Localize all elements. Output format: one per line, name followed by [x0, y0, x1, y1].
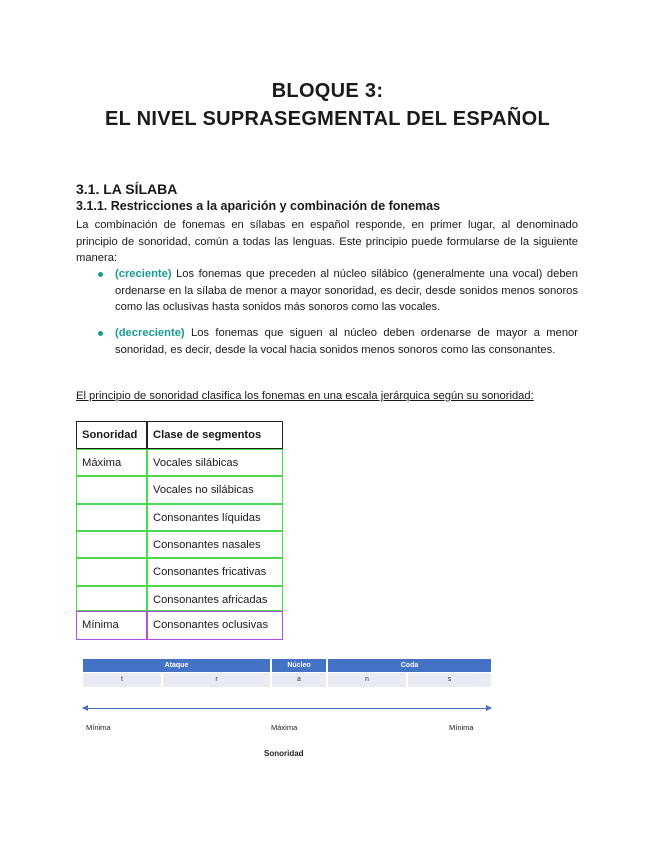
- table-cell: [76, 531, 147, 558]
- bullet-text: Los fonemas que siguen al núcleo deben ordenarse de mayor a menor sonoridad, es decir, desde la vocal hacia sonidos menos sonoros como las consonantes.: [115, 327, 578, 356]
- phoneme-cell: r: [163, 673, 270, 687]
- bullet-creciente: [115, 266, 578, 316]
- phoneme-cell: n: [328, 673, 406, 687]
- bullet-dot-icon: [98, 272, 103, 277]
- table-cell: [76, 476, 147, 504]
- table-cell: [76, 504, 147, 531]
- table-cell: Consonantes africadas: [147, 586, 283, 611]
- section-heading: 3.1. LA SÍLABA: [76, 181, 178, 197]
- page-title-line2: EL NIVEL SUPRASEGMENTAL DEL ESPAÑOL: [104, 108, 550, 130]
- table-cell: Consonantes líquidas: [147, 504, 283, 531]
- bullet-dot-icon: [98, 331, 103, 336]
- group-coda: Coda: [328, 659, 491, 672]
- bullet-keyword: (decreciente): [115, 327, 185, 339]
- table-cell: Consonantes nasales: [147, 531, 283, 558]
- sonority-intro: El principio de sonoridad clasifica los fonemas en una escala jerárquica según su sonoridad:: [76, 390, 534, 402]
- table-cell: [76, 558, 147, 586]
- axis-title: Sonoridad: [264, 749, 304, 758]
- group-ataque: Ataque: [83, 659, 270, 672]
- phoneme-cell: s: [408, 673, 491, 687]
- phoneme-cell: t: [83, 673, 161, 687]
- table-cell: Consonantes oclusivas: [147, 611, 283, 640]
- table-cell: Mínima: [76, 611, 147, 640]
- table-cell: Vocales no silábicas: [147, 476, 283, 504]
- arrow-left-icon: [82, 705, 88, 711]
- bullet-keyword: (creciente): [115, 268, 172, 280]
- table-header-sonoridad: Sonoridad: [76, 421, 147, 449]
- table-header-clase: Clase de segmentos: [147, 421, 283, 449]
- subsection-heading: 3.1.1. Restricciones a la aparición y combinación de fonemas: [76, 199, 441, 213]
- axis-label-max: Máxima: [271, 723, 298, 732]
- axis-label-min-left: Mínima: [86, 723, 111, 732]
- phoneme-cell: a: [272, 673, 326, 687]
- bullet-decreciente: [115, 325, 578, 358]
- bullet-text: Los fonemas que preceden al núcleo silábico (generalmente una vocal) deben ordenarse en la sílaba de menor a mayor sonoridad, es decir, desde sonidos menos sonoros como las oclusivas hasta sonidos más sonoros como las vocales.: [115, 268, 578, 313]
- group-nucleo: Núcleo: [272, 659, 326, 672]
- sonority-axis: [83, 708, 491, 709]
- axis-label-min-right: Mínima: [449, 723, 474, 732]
- page-title-line1: BLOQUE 3:: [271, 80, 384, 102]
- arrow-right-icon: [486, 705, 492, 711]
- table-cell: Máxima: [76, 449, 147, 476]
- table-cell: Consonantes fricativas: [147, 558, 283, 586]
- table-cell: Vocales silábicas: [147, 449, 283, 476]
- intro-paragraph: La combinación de fonemas en sílabas en español responde, en primer lugar, al denominado principio de sonoridad, común a todas las lenguas. Este principio puede formularse de la siguiente manera:: [76, 219, 578, 264]
- table-cell: [76, 586, 147, 611]
